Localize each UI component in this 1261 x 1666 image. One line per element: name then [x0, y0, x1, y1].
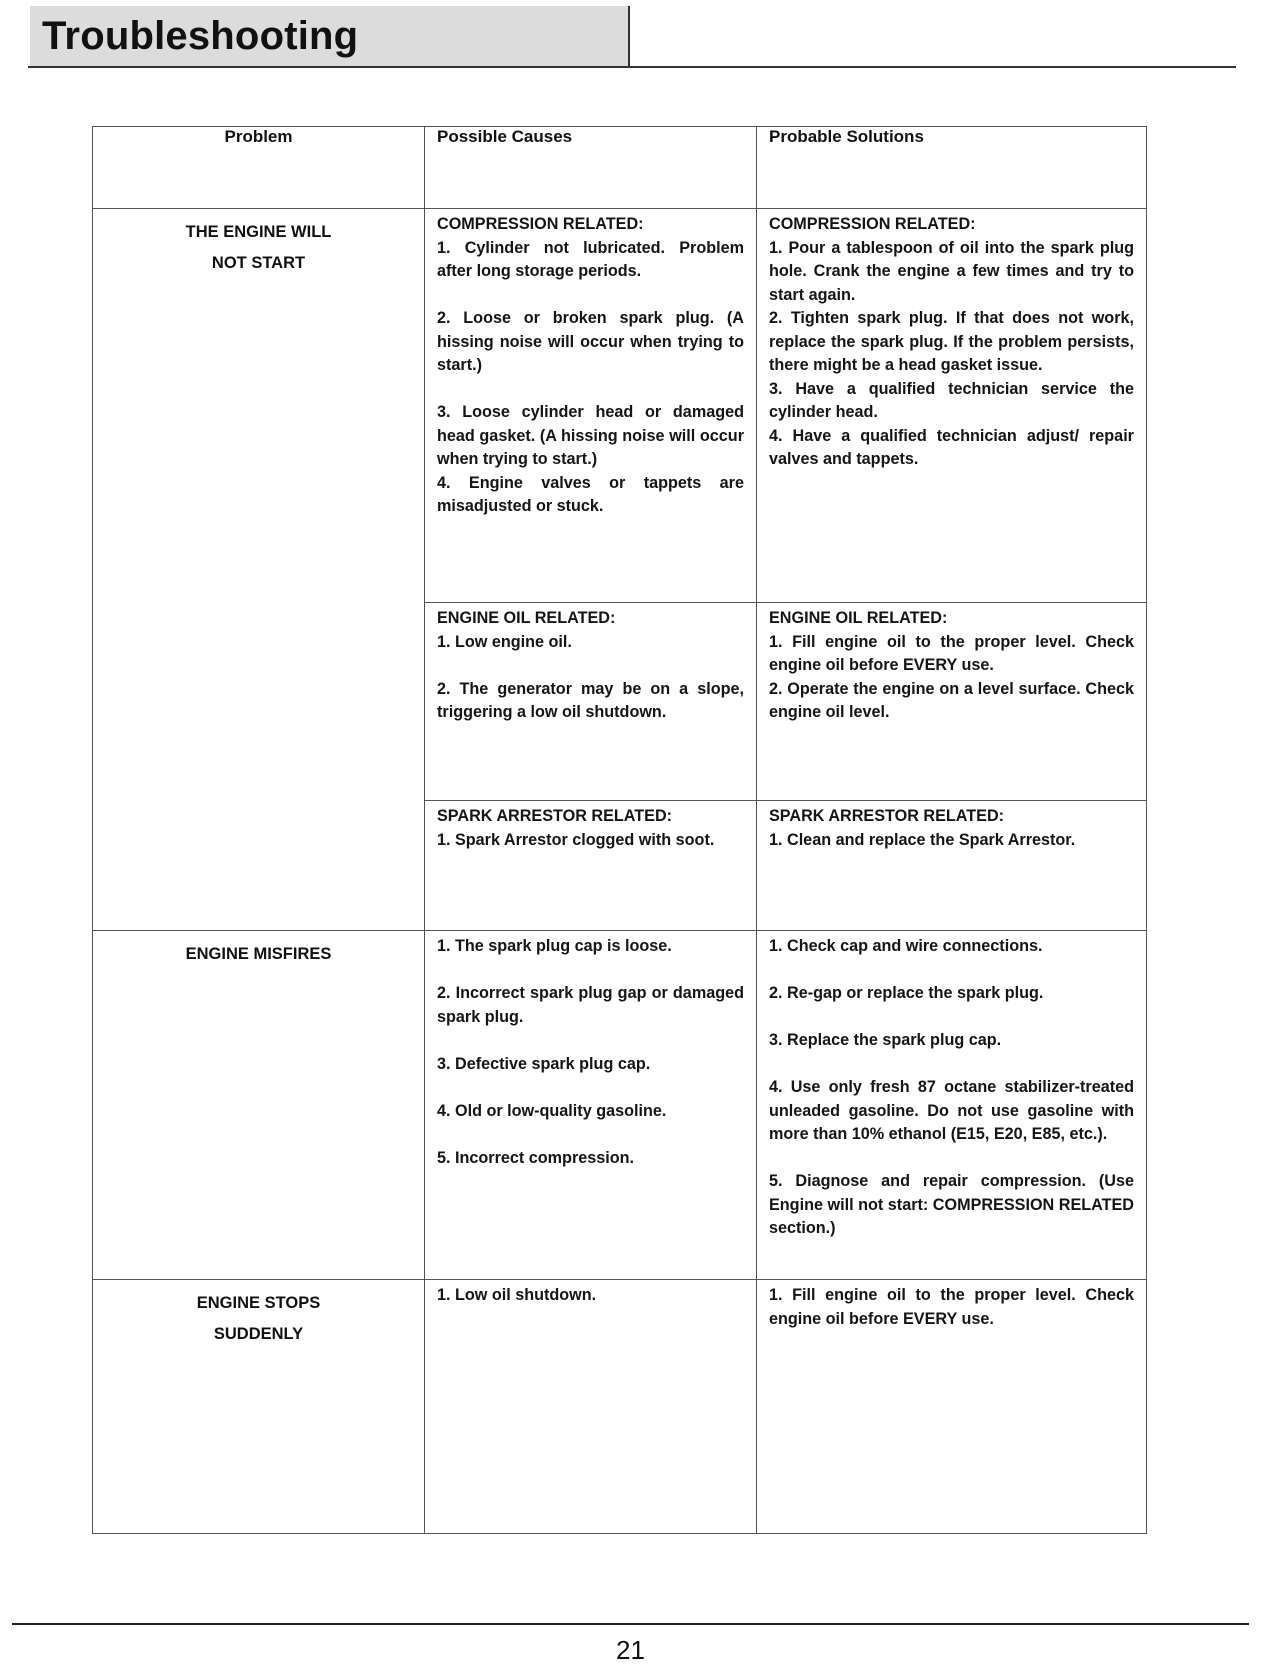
problem-cell-not-start	[93, 209, 425, 931]
problem-label: ENGINE MISFIRES	[185, 945, 332, 963]
list-item: 4. Engine valves or tappets are misadjusted or stuck.	[437, 473, 744, 515]
causes-cell-stops	[425, 1280, 757, 1534]
table-header-row	[93, 127, 1147, 209]
problem-label: NOT START	[211, 254, 306, 272]
list-item: 1. Fill engine oil to the proper level. Check engine oil before EVERY use.	[769, 632, 1134, 674]
problem-label: THE ENGINE WILL	[185, 223, 332, 241]
list-item: 3. Have a qualified technician service the cylinder head.	[769, 379, 1134, 421]
list-item: 3. Replace the spark plug cap.	[769, 1031, 1002, 1049]
list-item: 1. Low oil shutdown.	[437, 1286, 597, 1304]
section-title: COMPRESSION RELATED:	[437, 215, 644, 233]
list-item: 1. Pour a tablespoon of oil into the spark plug hole. Crank the engine a few times and try to start again.	[769, 238, 1134, 304]
header-title-box	[30, 6, 630, 66]
list-item: 4. Old or low-quality gasoline.	[437, 1101, 667, 1120]
page-number: 21	[616, 1635, 645, 1665]
list-item: 1. The spark plug cap is loose.	[437, 937, 672, 955]
list-item: 2. Operate the engine on a level surface. Check engine oil level.	[769, 679, 1134, 721]
list-item: 2. The generator may be on a slope, triggering a low oil shutdown.	[437, 679, 744, 721]
table-row	[93, 1280, 1147, 1534]
list-item: 1. Check cap and wire connections.	[769, 937, 1043, 955]
causes-cell-spark-arrestor	[425, 801, 757, 931]
column-header-problem: Problem	[93, 127, 425, 209]
section-title: SPARK ARRESTOR RELATED:	[437, 807, 673, 825]
footer-rule	[12, 1623, 1249, 1625]
solutions-cell-stops	[757, 1280, 1147, 1534]
problem-label: ENGINE STOPS	[196, 1294, 321, 1312]
list-item: 5. Diagnose and repair compression. (Use Engine will not start: COMPRESSION RELATED section.)	[769, 1172, 1134, 1237]
list-item: 2. Incorrect spark plug gap or damaged spark plug.	[437, 984, 744, 1026]
list-item: 3. Loose cylinder head or damaged head gasket. (A hissing noise will occur when trying to start.)	[437, 403, 744, 468]
section-title: ENGINE OIL RELATED:	[769, 609, 948, 627]
page-title: Troubleshooting	[42, 14, 359, 58]
list-item: 2. Tighten spark plug. If that does not work, replace the spark plug. If the problem persists, there might be a head gasket issue.	[769, 309, 1134, 374]
causes-cell-oil	[425, 603, 757, 801]
solutions-cell-spark-arrestor	[757, 801, 1147, 931]
list-item: 2. Re-gap or replace the spark plug.	[769, 984, 1044, 1002]
column-header-solutions: Probable Solutions	[757, 127, 1147, 209]
list-item: 1. Fill engine oil to the proper level. Check engine oil before EVERY use.	[769, 1286, 1134, 1328]
list-item: 5. Incorrect compression.	[437, 1148, 635, 1167]
list-item: 1. Cylinder not lubricated. Problem after long storage periods.	[437, 238, 744, 280]
causes-cell-compression	[425, 209, 757, 603]
section-title: SPARK ARRESTOR RELATED:	[769, 807, 1005, 825]
table-row	[93, 209, 1147, 603]
list-item: 1. Spark Arrestor clogged with soot.	[437, 830, 715, 849]
causes-cell-misfires	[425, 931, 757, 1280]
solutions-cell-compression	[757, 209, 1147, 603]
header-rule	[28, 66, 1236, 68]
list-item: 4. Have a qualified technician adjust/ repair valves and tappets.	[769, 426, 1134, 468]
problem-cell-stops	[93, 1280, 425, 1534]
solutions-cell-misfires	[757, 931, 1147, 1280]
list-item: 2. Loose or broken spark plug. (A hissing noise will occur when trying to start.)	[437, 309, 744, 374]
list-item: 1. Clean and replace the Spark Arrestor.	[769, 830, 1076, 849]
section-title: ENGINE OIL RELATED:	[437, 609, 616, 627]
list-item: 4. Use only fresh 87 octane stabilizer-treated unleaded gasoline. Do not use gasoline with more than 10% ethanol (E15, E20, E85, etc.).	[769, 1078, 1134, 1143]
table-row	[93, 931, 1147, 1280]
section-title: COMPRESSION RELATED:	[769, 215, 976, 233]
troubleshooting-table	[92, 126, 1147, 1534]
list-item: 1. Low engine oil.	[437, 632, 572, 651]
solutions-cell-oil	[757, 603, 1147, 801]
column-header-causes: Possible Causes	[425, 127, 757, 209]
list-item: 3. Defective spark plug cap.	[437, 1054, 651, 1073]
problem-label: SUDDENLY	[213, 1325, 304, 1343]
problem-cell-misfires	[93, 931, 425, 1280]
